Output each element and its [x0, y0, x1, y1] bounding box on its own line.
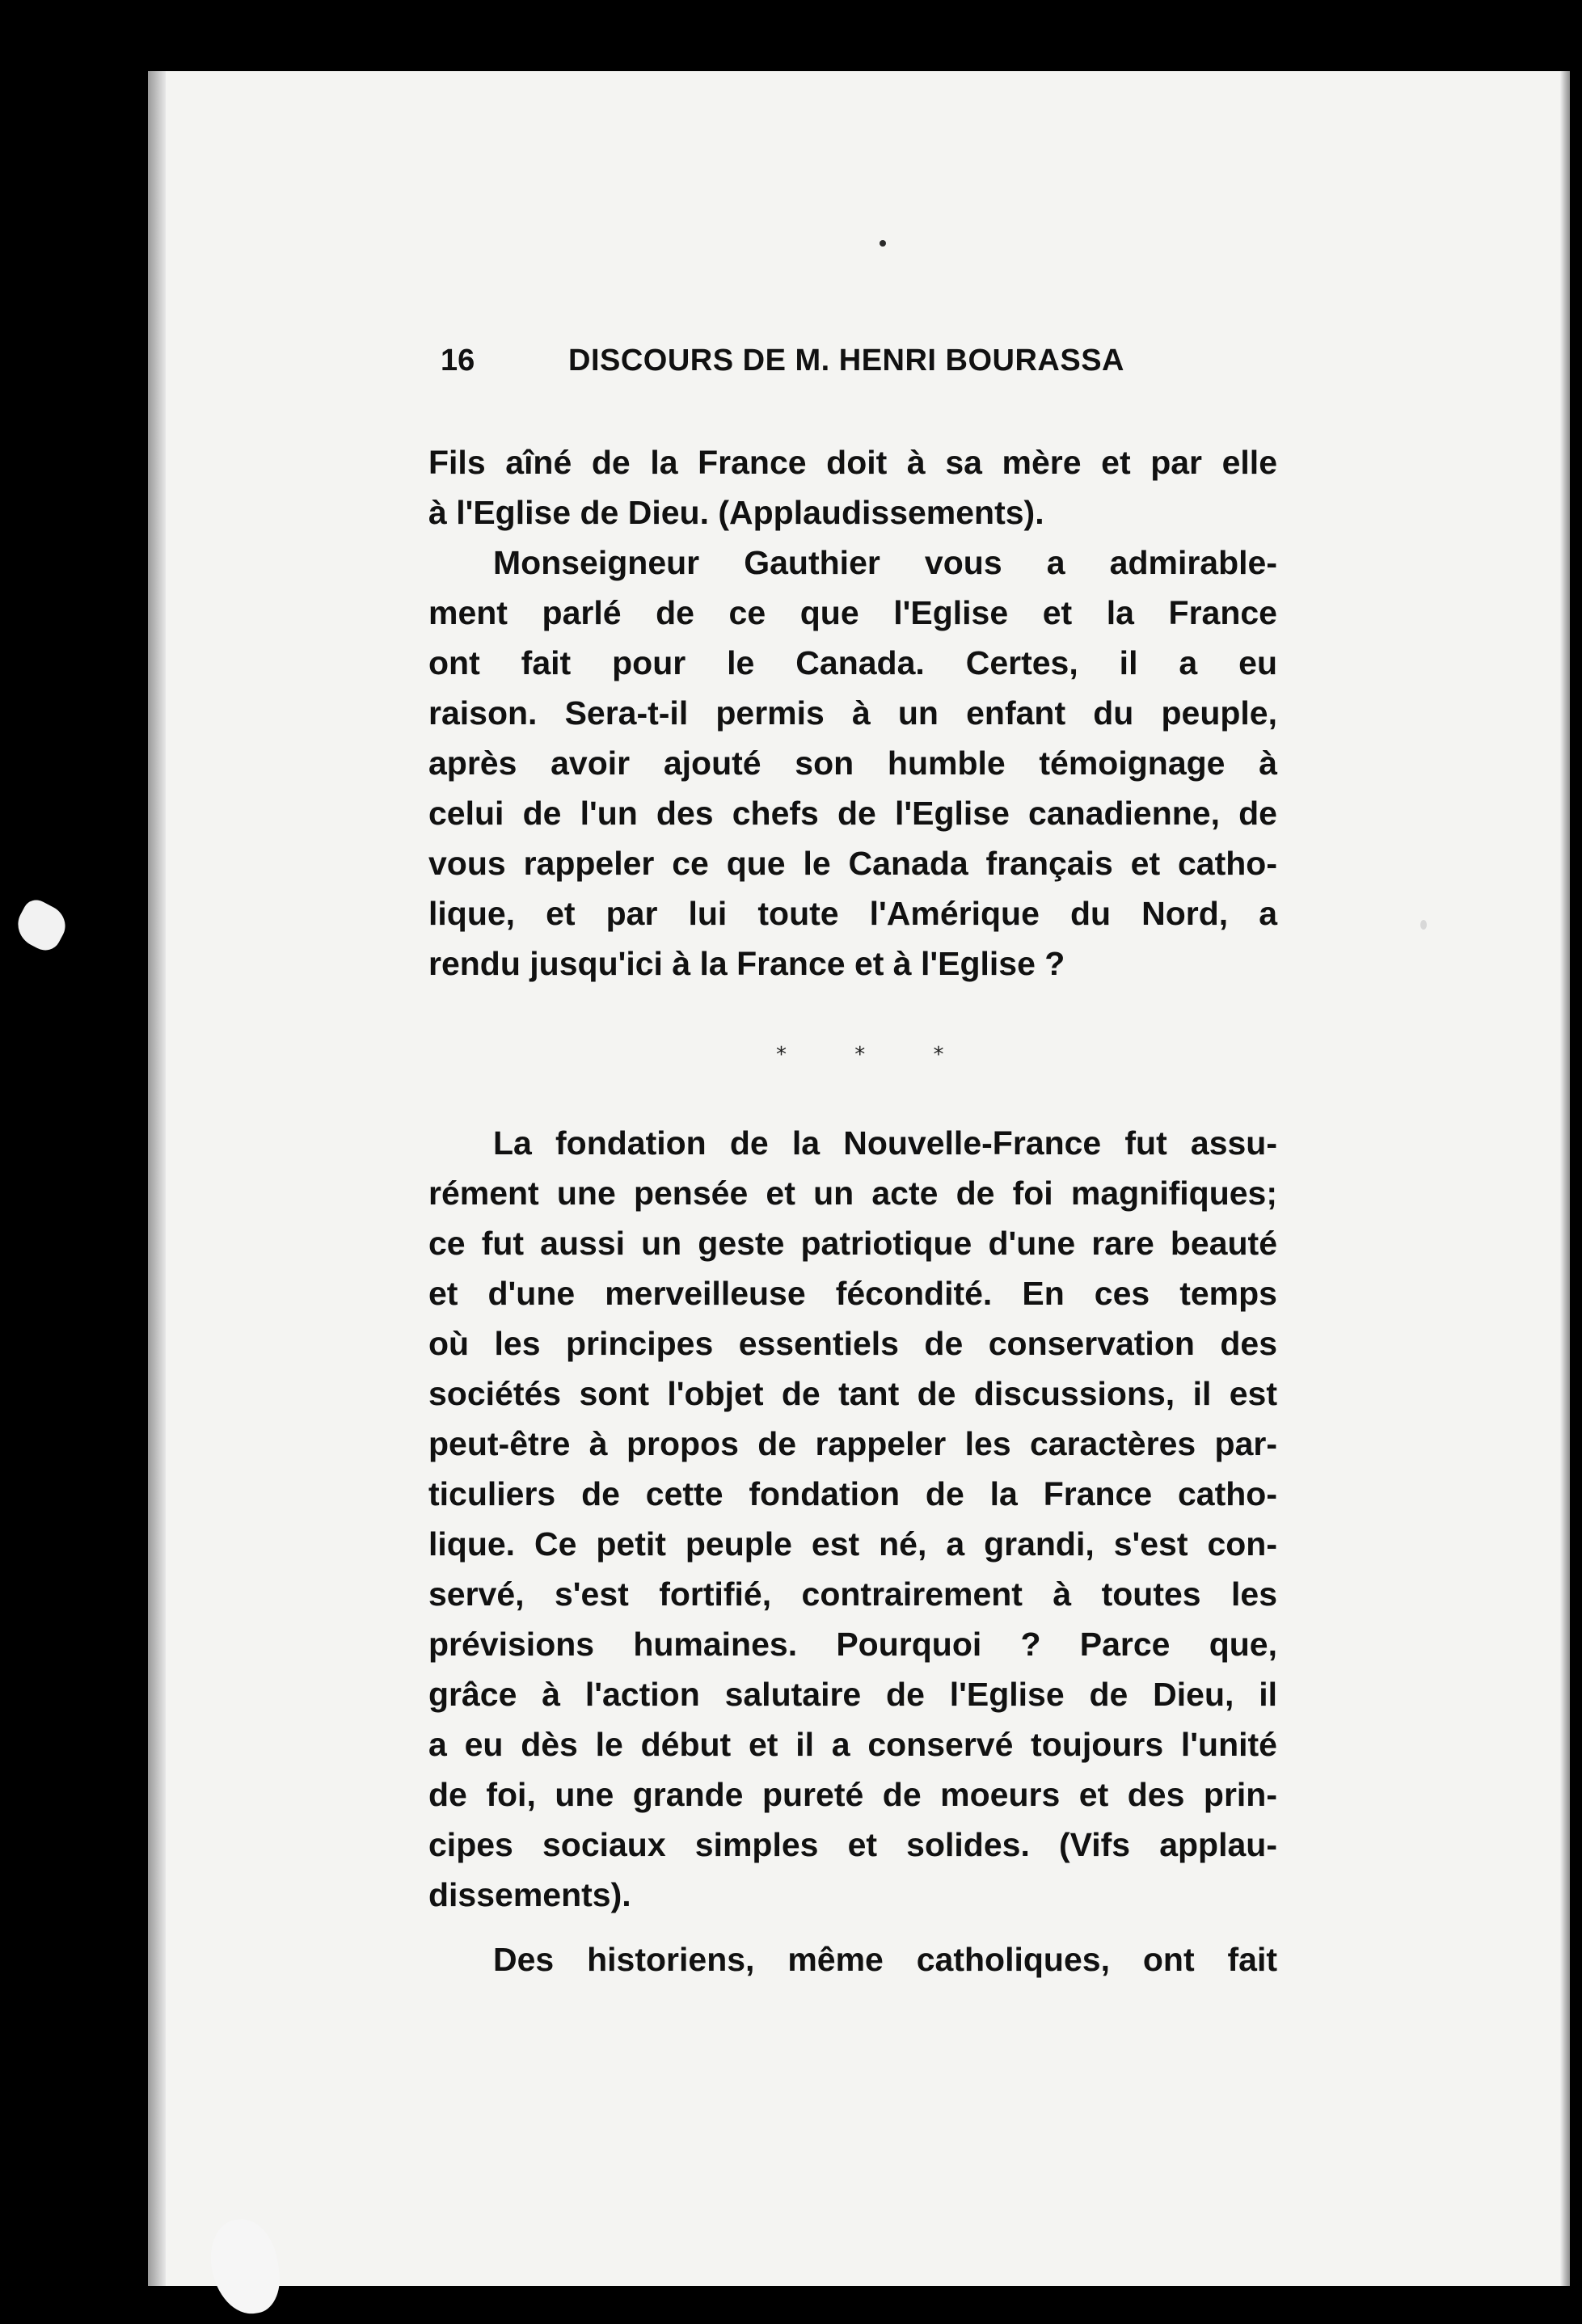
text-line: dissements).	[428, 1876, 631, 1913]
text-line: Des historiens, même catholiques, ont fait	[493, 1941, 1277, 1978]
running-header	[441, 344, 1249, 392]
text-line: cipes sociaux simples et solides. (Vifs applau-	[428, 1826, 1277, 1863]
page-gutter-shadow	[148, 71, 166, 2286]
text-line: Monseigneur Gauthier vous a admirable-	[493, 544, 1277, 581]
text-line: sociétés sont l'objet de tant de discussions, il est	[428, 1375, 1277, 1412]
text-line: La fondation de la Nouvelle-France fut assu-	[493, 1124, 1277, 1162]
section-ornament: * * *	[776, 1043, 975, 1067]
text-line: rément une pensée et un acte de foi magnifiques;	[428, 1175, 1277, 1212]
text-line: Fils aîné de la France doit à sa mère et par elle	[428, 444, 1277, 481]
text-line: ment parlé de ce que l'Eglise et la France	[428, 594, 1277, 631]
scan-speck-right	[1420, 920, 1427, 930]
page-speck	[880, 240, 886, 247]
text-line: où les principes essentiels de conservation des	[428, 1325, 1277, 1362]
text-line: de foi, une grande pureté de moeurs et des prin-	[428, 1776, 1277, 1813]
running-title: DISCOURS DE M. HENRI BOURASSA	[568, 344, 1124, 377]
page-number: 16	[441, 344, 475, 377]
page-right-edge	[1560, 71, 1570, 2286]
scan-blot-left	[11, 896, 73, 956]
text-line: lique. Ce petit peuple est né, a grandi, s'est con-	[428, 1525, 1277, 1563]
text-line: ce fut aussi un geste patriotique d'une rare beauté	[428, 1225, 1277, 1262]
text-line: prévisions humaines. Pourquoi ? Parce que,	[428, 1626, 1277, 1663]
text-line: ont fait pour le Canada. Certes, il a eu	[428, 644, 1277, 681]
text-line: celui de l'un des chefs de l'Eglise canadienne, de	[428, 795, 1277, 832]
text-line: ticuliers de cette fondation de la France catho-	[428, 1475, 1277, 1512]
text-line: après avoir ajouté son humble témoignage à	[428, 744, 1277, 782]
text-line: à l'Eglise de Dieu. (Applaudissements).	[428, 494, 1044, 531]
text-line: et d'une merveilleuse fécondité. En ces temps	[428, 1275, 1277, 1312]
text-line: lique, et par lui toute l'Amérique du Nord, a	[428, 895, 1277, 932]
text-line: rendu jusqu'ici à la France et à l'Eglise ?	[428, 945, 1065, 982]
text-line: vous rappeler ce que le Canada français et catho-	[428, 845, 1277, 882]
text-line: raison. Sera-t-il permis à un enfant du peuple,	[428, 694, 1277, 732]
text-line: peut-être à propos de rappeler les caractères par-	[428, 1425, 1277, 1462]
text-line: grâce à l'action salutaire de l'Eglise de Dieu, il	[428, 1676, 1277, 1713]
text-line: a eu dès le début et il a conservé toujours l'unité	[428, 1726, 1277, 1763]
text-line: servé, s'est fortifié, contrairement à toutes les	[428, 1575, 1277, 1613]
